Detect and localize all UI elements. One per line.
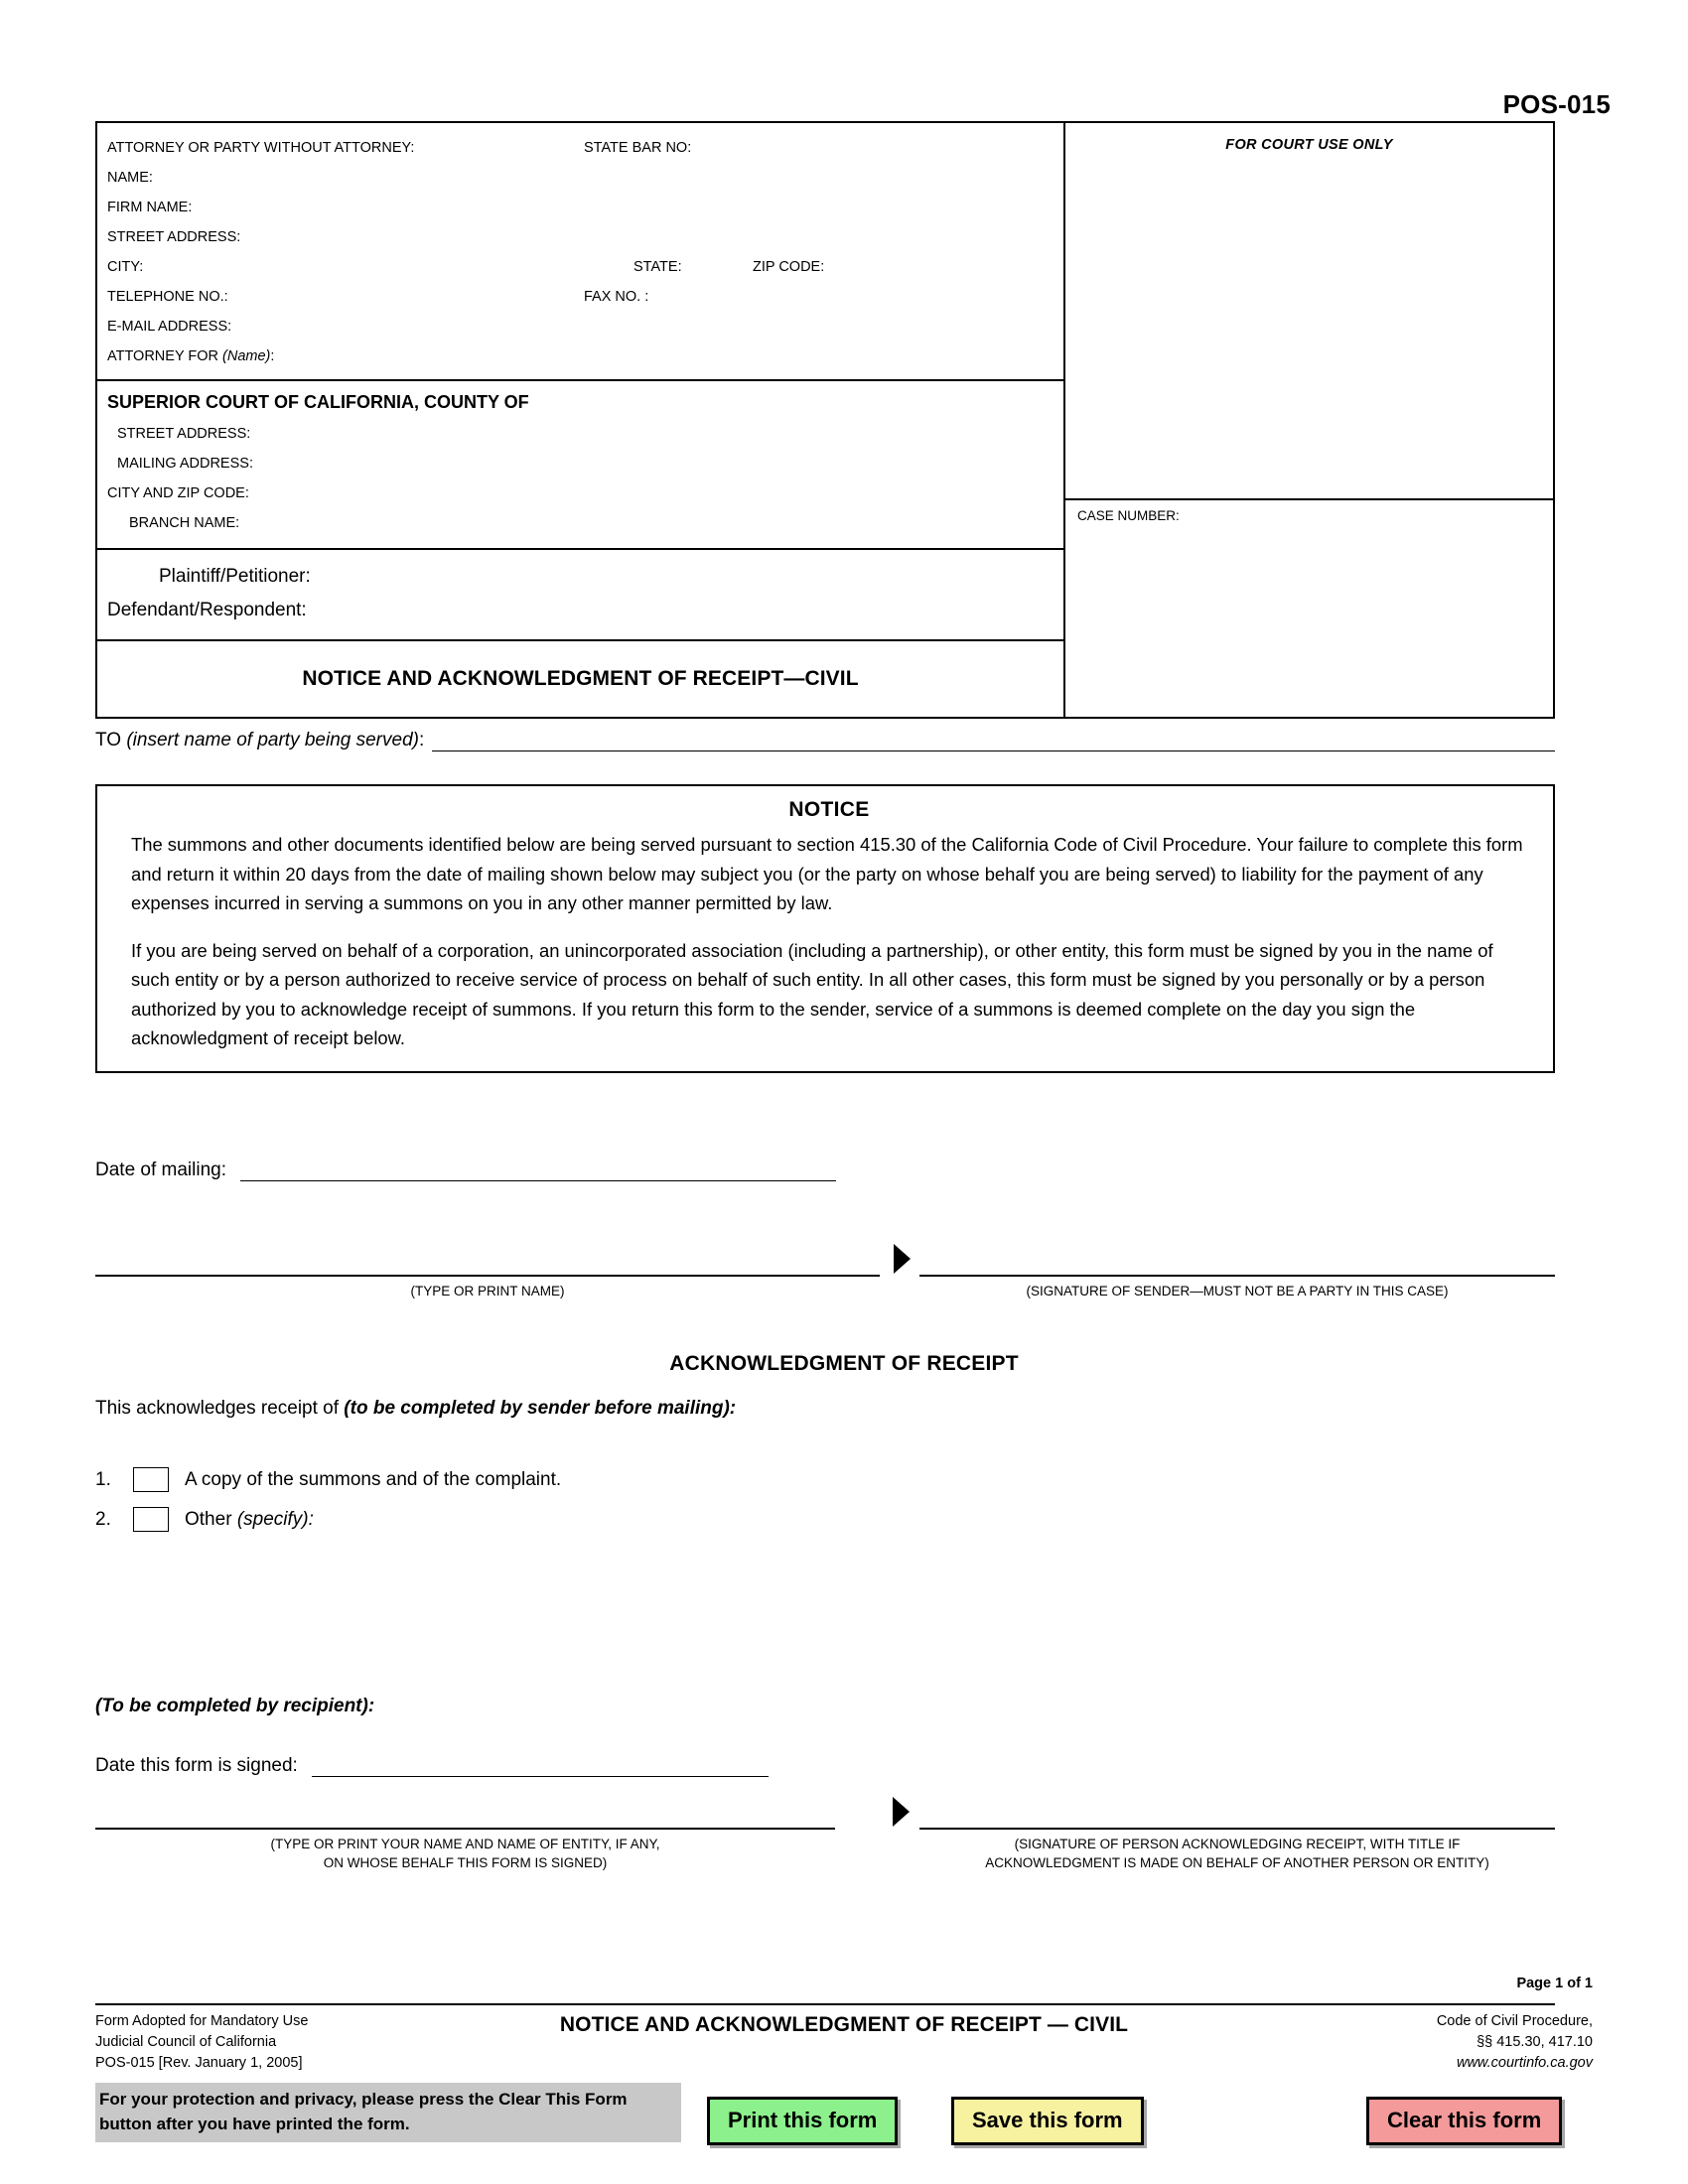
acknowledgment-intro [95, 1398, 736, 1420]
form-number: POS-015 [1502, 89, 1611, 119]
notice-box [95, 784, 1555, 1073]
name-row [97, 163, 1063, 193]
footer-revision-line: POS-015 [Rev. January 1, 2005] [95, 2055, 303, 2071]
acknowledgment-heading: ACKNOWLEDGMENT OF RECEIPT [669, 1352, 1019, 1375]
signature-arrow-icon [894, 1244, 911, 1274]
caption-box [95, 121, 1555, 719]
name-label: NAME: [107, 170, 153, 186]
recipient-signature-caption: (SIGNATURE OF PERSON ACKNOWLEDGING RECEIPT, WITH TITLE IF ACKNOWLEDGMENT IS MADE ON BEHALF OF ANOTHER PERSON OR ENTITY) [985, 1837, 1489, 1870]
notice-paragraph-2: If you are being served on behalf of a corporation, an unincorporated association (including a partnership), or other entity, this form must be signed by you in the name of such entity or by a person authorized to receive service of process on behalf of such entity. In all other cases, this form must be signed by you personally or by a person authorized by you to acknowledge receipt of summons. If you return this form to the sender, service of a summons is deemed complete on the day you sign the acknowledgment of receipt below. [131, 939, 1493, 1048]
case-number-cell [1065, 498, 1553, 621]
sender-print-name-input[interactable] [95, 1239, 880, 1277]
zip-code-label: ZIP CODE: [753, 259, 825, 275]
attorney-for-italic: (Name) [222, 348, 271, 364]
recipient-print-name-col [95, 1792, 835, 1872]
state-bar-label: STATE BAR NO: [584, 140, 692, 156]
signature-arrow-icon [893, 1797, 910, 1827]
form-title-cell [97, 641, 1063, 717]
recipient-signature-row [95, 1792, 1555, 1872]
sender-arrow-gap [880, 1239, 919, 1300]
date-signed-line [95, 1755, 769, 1777]
attorney-for-colon: : [270, 348, 275, 364]
footer-divider [95, 2003, 1555, 2005]
item-1-label: A copy of the summons and of the complaint. [185, 1468, 562, 1490]
to-lead-text: TO (insert name of party being served): [95, 730, 425, 751]
clear-form-button[interactable]: Clear this form [1366, 2097, 1562, 2145]
list-item [95, 1467, 561, 1492]
notice-paragraph-1: The summons and other documents identified below are being served pursuant to section 415.30 of the California Code of Civil Procedure. Your failure to complete this form and return it within 20 days from the date of mailing shown below may subject you (or the party on whose behalf you are being served) to liability for the payment of any expenses incurred in serving a summons on you in any other manner permitted by law. [131, 834, 1523, 913]
court-city-zip-row [97, 478, 1063, 508]
state-label: STATE: [633, 259, 682, 275]
sender-print-name-col [95, 1239, 880, 1300]
fax-label: FAX NO. : [584, 289, 649, 305]
telephone-label: TELEPHONE NO.: [107, 289, 228, 305]
city-state-zip-row [97, 252, 1063, 282]
footer-code-references [1437, 2011, 1593, 2074]
defendant-label: Defendant/Respondent: [107, 600, 307, 620]
sender-signature-col [919, 1239, 1555, 1300]
recipient-print-name-input[interactable] [95, 1792, 835, 1830]
list-item [95, 1507, 314, 1532]
item-1-checkbox[interactable] [133, 1467, 169, 1492]
caption-left-column [97, 123, 1065, 717]
page-number: Page 1 of 1 [1516, 1976, 1593, 1991]
court-street-row [97, 419, 1063, 449]
attorney-row [97, 133, 1063, 163]
date-of-mailing-label: Date of mailing: [95, 1160, 227, 1180]
acknowledgment-intro-bold: (to be completed by sender before mailing): [344, 1398, 737, 1419]
case-number-divider [1065, 498, 1553, 500]
court-use-cell [1065, 123, 1553, 498]
footer-url: www.courtinfo.ca.gov [1456, 2055, 1593, 2071]
email-label: E-MAIL ADDRESS: [107, 319, 232, 335]
sender-signature-row [95, 1239, 1555, 1300]
recipient-print-name-caption: (TYPE OR PRINT YOUR NAME AND NAME OF ENTITY, IF ANY, ON WHOSE BEHALF THIS FORM IS SIGNED) [270, 1837, 660, 1870]
court-branch-label: BRANCH NAME: [129, 515, 240, 531]
date-signed-input[interactable] [312, 1755, 769, 1777]
footer-code-line-1: Code of Civil Procedure, [1436, 2013, 1593, 2029]
footer-code-line-2: §§ 415.30, 417.10 [1477, 2034, 1593, 2050]
print-form-button[interactable]: Print this form [707, 2097, 898, 2145]
sender-signature-caption: (SIGNATURE OF SENDER—MUST NOT BE A PARTY IN THIS CASE) [1026, 1284, 1449, 1298]
court-mailing-row [97, 449, 1063, 478]
court-branch-row [97, 508, 1063, 538]
to-party-line [95, 730, 1555, 751]
attorney-label: ATTORNEY OR PARTY WITHOUT ATTORNEY: [107, 140, 415, 156]
court-mailing-label: MAILING ADDRESS: [117, 456, 253, 472]
acknowledgment-intro-lead: This acknowledges receipt of [95, 1398, 345, 1419]
caption-right-column [1065, 123, 1553, 717]
court-street-label: STREET ADDRESS: [117, 426, 251, 442]
item-2-label: Other (specify): [185, 1508, 314, 1530]
privacy-notice: For your protection and privacy, please press the Clear This Form button after you have printed the form. [95, 2083, 681, 2142]
date-signed-label: Date this form is signed: [95, 1755, 298, 1776]
save-form-button[interactable]: Save this form [951, 2097, 1144, 2145]
for-court-use-only-label: FOR COURT USE ONLY [1225, 137, 1393, 153]
plaintiff-label: Plaintiff/Petitioner: [159, 566, 311, 587]
recipient-signature-input[interactable] [919, 1792, 1555, 1830]
recipient-signature-col [919, 1792, 1555, 1872]
footer-form-title: NOTICE AND ACKNOWLEDGMENT OF RECEIPT — CIVIL [559, 2013, 1129, 2036]
item-2-number: 2. [95, 1508, 111, 1530]
attorney-for-row [97, 341, 1063, 371]
footer-adopted-line-2: Judicial Council of California [95, 2034, 277, 2050]
street-address-label: STREET ADDRESS: [107, 229, 241, 245]
attorney-block [97, 123, 1063, 381]
item-2-checkbox[interactable] [133, 1507, 169, 1532]
attorney-for-label: ATTORNEY FOR [107, 348, 223, 364]
sender-signature-input[interactable] [919, 1239, 1555, 1277]
to-party-input[interactable] [432, 730, 1555, 751]
email-row [97, 312, 1063, 341]
court-name: SUPERIOR COURT OF CALIFORNIA, COUNTY OF [107, 392, 529, 412]
footer-adopted-line-1: Form Adopted for Mandatory Use [95, 2013, 309, 2029]
recipient-arrow-gap [835, 1792, 919, 1872]
court-city-zip-label: CITY AND ZIP CODE: [107, 485, 249, 501]
city-label: CITY: [107, 259, 144, 275]
recipient-heading: (To be completed by recipient): [95, 1696, 375, 1716]
item-1-number: 1. [95, 1468, 111, 1490]
case-number-label: CASE NUMBER: [1077, 508, 1180, 523]
firm-name-row [97, 193, 1063, 222]
firm-name-label: FIRM NAME: [107, 200, 193, 215]
date-of-mailing-line [95, 1160, 836, 1181]
court-block [97, 381, 1063, 550]
parties-block [97, 550, 1063, 641]
date-of-mailing-input[interactable] [240, 1160, 836, 1181]
form-title: NOTICE AND ACKNOWLEDGMENT OF RECEIPT—CIVIL [302, 667, 859, 690]
notice-heading: NOTICE [788, 798, 870, 821]
telephone-fax-row [97, 282, 1063, 312]
street-address-row [97, 222, 1063, 252]
sender-print-name-caption: (TYPE OR PRINT NAME) [410, 1284, 565, 1298]
